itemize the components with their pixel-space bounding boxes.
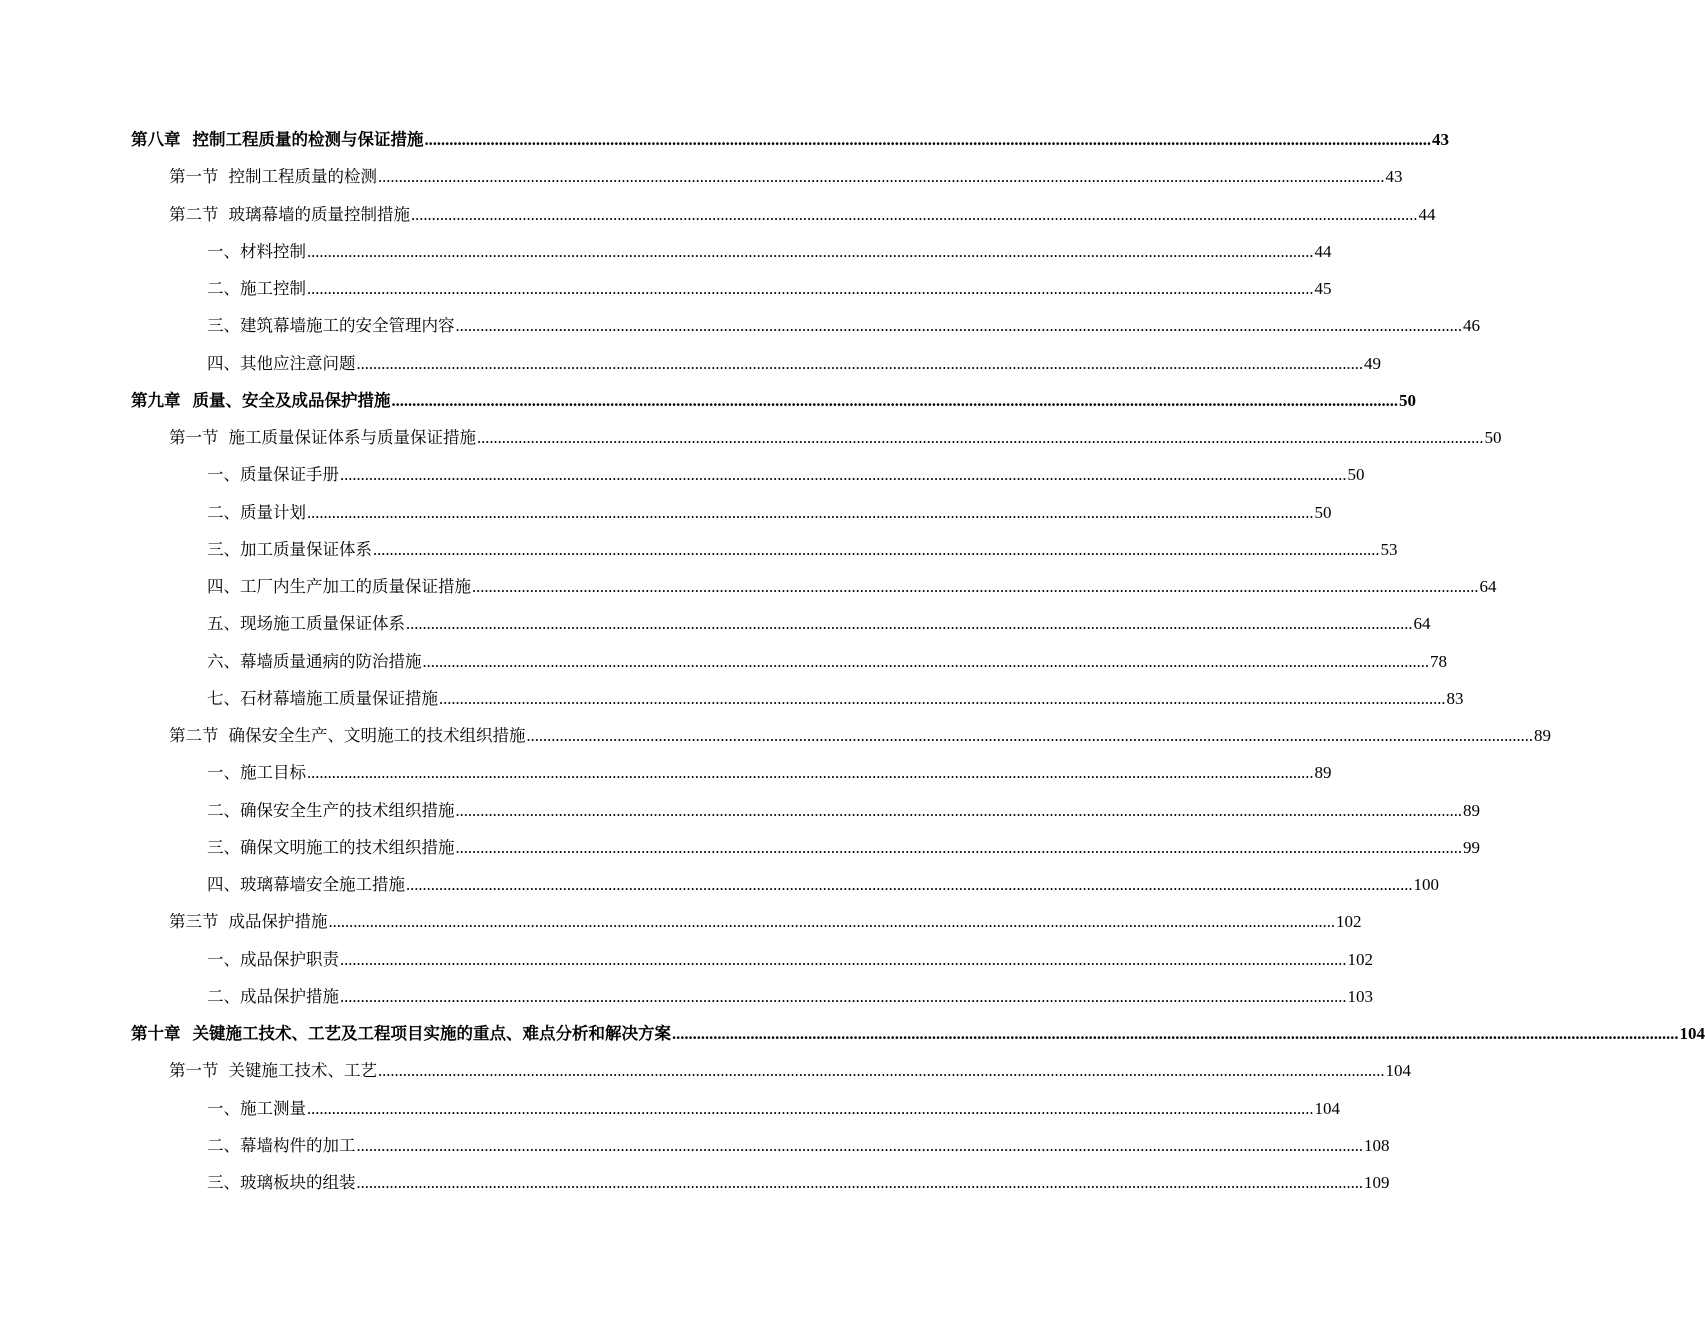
toc-entry-number: 二、 [207,279,240,298]
toc-entry-title: 幕墙构件的加工 [240,1135,356,1155]
toc-entry-title: 加工质量保证体系 [240,539,372,559]
toc-subsection-entry[interactable] [0,1090,1340,1127]
toc-entry-number: 三、 [207,539,240,559]
toc-subsection-entry[interactable] [0,978,1373,1015]
toc-subsection-entry[interactable] [0,829,1480,866]
dot-leader [307,233,1314,270]
toc-entry-title: 确保文明施工的技术组织措施 [240,837,455,857]
toc-entry-number: 一、 [207,949,240,969]
dot-leader [425,121,1432,158]
toc-entry-number: 第一节 [169,428,219,447]
toc-entry-number: 三、 [207,316,240,336]
toc-entry-number: 第一节 [169,1061,219,1081]
toc-entry-number: 第一节 [169,167,219,187]
toc-entry-title: 玻璃幕墙安全施工措施 [240,875,405,894]
toc-subsection-entry[interactable] [0,643,1447,680]
toc-entry-page-number: 100 [1413,875,1439,894]
toc-subsection-entry[interactable] [0,1164,1390,1201]
toc-entry-page-number: 89 [1314,763,1332,783]
toc-chapter-entry[interactable] [0,1015,1705,1052]
toc-subsection-entry[interactable] [0,866,1439,903]
toc-section-entry[interactable] [0,903,1362,940]
dot-leader [307,494,1314,531]
toc-subsection-entry[interactable] [0,345,1381,382]
toc-chapter-entry[interactable] [0,382,1416,419]
dot-leader [392,382,1399,419]
toc-entry-number: 第三节 [169,912,219,932]
toc-entry-title: 玻璃板块的组装 [240,1173,356,1192]
toc-entry-page-number: 89 [1534,726,1551,745]
toc-entry-number: 一、 [207,763,240,783]
toc-entry-title: 成品保护措施 [228,912,328,932]
toc-entry-page-number: 108 [1364,1135,1390,1155]
toc-entry-number: 一、 [207,465,240,485]
toc-entry-page-number: 64 [1479,577,1497,596]
toc-entry-page-number: 64 [1413,614,1431,634]
toc-entry-title: 成品保护职责 [240,949,339,969]
toc-entry-title: 确保安全生产的技术组织措施 [240,800,455,820]
toc-entry-title: 关键施工技术、工艺 [228,1061,377,1081]
toc-entry-number: 第十章 [131,1024,181,1043]
toc-entry-number: 一、 [207,1098,240,1118]
dot-leader [527,717,1534,754]
toc-entry-title: 控制工程质量的检测 [228,167,377,187]
toc-entry-number: 第九章 [131,390,181,410]
toc-subsection-entry[interactable] [0,307,1480,344]
toc-entry-title: 施工控制 [240,279,306,298]
toc-subsection-entry[interactable] [0,941,1373,978]
dot-leader [340,941,1347,978]
toc-entry-page-number: 78 [1430,651,1447,671]
toc-entry-title: 幕墙质量通病的防治措施 [240,651,422,671]
toc-entry-title: 现场施工质量保证体系 [240,614,405,634]
dot-leader [357,1164,1364,1201]
dot-leader [406,605,1413,642]
toc-entry-page-number: 43 [1432,130,1449,149]
toc-entry-number: 四、 [207,577,240,596]
toc-entry-page-number: 43 [1385,167,1403,187]
toc-entry-title: 关键施工技术、工艺及工程项目实施的重点、难点分析和解决方案 [192,1024,671,1043]
table-of-contents [0,121,1705,1201]
toc-entry-page-number: 44 [1314,241,1332,261]
toc-entry-title: 工厂内生产加工的质量保证措施 [240,577,471,596]
toc-entry-page-number: 46 [1463,316,1480,336]
toc-entry-page-number: 102 [1347,949,1373,969]
toc-section-entry[interactable] [0,158,1403,195]
toc-entry-page-number: 49 [1364,353,1381,373]
toc-entry-title: 确保安全生产、文明施工的技术组织措施 [228,726,526,745]
toc-entry-number: 五、 [207,614,240,634]
toc-entry-title: 质量、安全及成品保护措施 [192,390,391,410]
toc-entry-number: 六、 [207,651,240,671]
toc-entry-page-number: 104 [1385,1061,1411,1081]
toc-entry-title: 控制工程质量的检测与保证措施 [192,130,424,149]
dot-leader [307,270,1314,307]
toc-entry-number: 第八章 [131,130,181,149]
toc-entry-number: 四、 [207,875,240,894]
toc-subsection-entry[interactable] [0,792,1480,829]
toc-entry-number: 二、 [207,1135,240,1155]
toc-entry-title: 质量计划 [240,502,306,522]
toc-subsection-entry[interactable] [0,754,1332,791]
toc-entry-number: 二、 [207,986,240,1006]
toc-subsection-entry[interactable] [0,605,1431,642]
toc-entry-title: 施工测量 [240,1098,306,1118]
toc-entry-title: 质量保证手册 [240,465,339,485]
toc-subsection-entry[interactable] [0,568,1497,605]
toc-subsection-entry[interactable] [0,494,1332,531]
toc-entry-page-number: 103 [1347,986,1373,1006]
toc-entry-page-number: 104 [1314,1098,1340,1118]
toc-entry-page-number: 50 [1347,465,1365,485]
toc-entry-page-number: 53 [1380,539,1398,559]
dot-leader [357,1127,1364,1164]
toc-entry-number: 三、 [207,837,240,857]
toc-entry-number: 一、 [207,241,240,261]
dot-leader [357,345,1364,382]
toc-entry-number: 第二节 [169,726,219,745]
toc-entry-page-number: 102 [1336,912,1362,932]
dot-leader [472,568,1479,605]
toc-subsection-entry[interactable] [0,531,1398,568]
dot-leader [439,680,1446,717]
toc-entry-title: 施工质量保证体系与质量保证措施 [228,428,476,447]
dot-leader [456,829,1463,866]
dot-leader [456,307,1463,344]
toc-entry-page-number: 50 [1314,502,1332,522]
dot-leader [307,754,1314,791]
toc-entry-page-number: 45 [1314,279,1332,298]
dot-leader [307,1090,1314,1127]
toc-entry-title: 施工目标 [240,763,306,783]
toc-entry-page-number: 89 [1463,800,1480,820]
dot-leader [329,903,1336,940]
toc-subsection-entry[interactable] [0,1127,1390,1164]
toc-entry-title: 其他应注意问题 [240,353,356,373]
toc-entry-page-number: 44 [1418,204,1436,224]
dot-leader [411,196,1418,233]
toc-section-entry[interactable] [0,419,1502,456]
toc-entry-number: 七、 [207,688,240,708]
toc-entry-title: 玻璃幕墙的质量控制措施 [228,204,410,224]
toc-entry-title: 材料控制 [240,241,306,261]
toc-entry-page-number: 109 [1364,1173,1390,1192]
toc-entry-page-number: 50 [1399,390,1416,410]
toc-entry-page-number: 83 [1446,688,1464,708]
dot-leader [378,158,1385,195]
toc-entry-page-number: 50 [1484,428,1502,447]
toc-entry-number: 二、 [207,800,240,820]
dot-leader [340,456,1347,493]
dot-leader [406,866,1413,903]
toc-entry-title: 成品保护措施 [240,986,339,1006]
toc-subsection-entry[interactable] [0,456,1365,493]
toc-section-entry[interactable] [0,1052,1411,1089]
dot-leader [423,643,1430,680]
toc-subsection-entry[interactable] [0,270,1332,307]
toc-chapter-entry[interactable] [0,121,1449,158]
dot-leader [477,419,1484,456]
dot-leader [340,978,1347,1015]
toc-entry-page-number: 104 [1679,1024,1705,1043]
toc-section-entry[interactable] [0,717,1551,754]
toc-section-entry[interactable] [0,196,1436,233]
toc-entry-number: 二、 [207,502,240,522]
toc-subsection-entry[interactable] [0,680,1464,717]
dot-leader [672,1015,1679,1052]
toc-entry-title: 石材幕墙施工质量保证措施 [240,688,438,708]
toc-entry-page-number: 99 [1463,837,1480,857]
toc-entry-number: 四、 [207,353,240,373]
toc-entry-title: 建筑幕墙施工的安全管理内容 [240,316,455,336]
dot-leader [456,792,1463,829]
dot-leader [378,1052,1385,1089]
toc-entry-number: 三、 [207,1173,240,1192]
toc-entry-number: 第二节 [169,204,219,224]
toc-subsection-entry[interactable] [0,233,1332,270]
dot-leader [373,531,1380,568]
